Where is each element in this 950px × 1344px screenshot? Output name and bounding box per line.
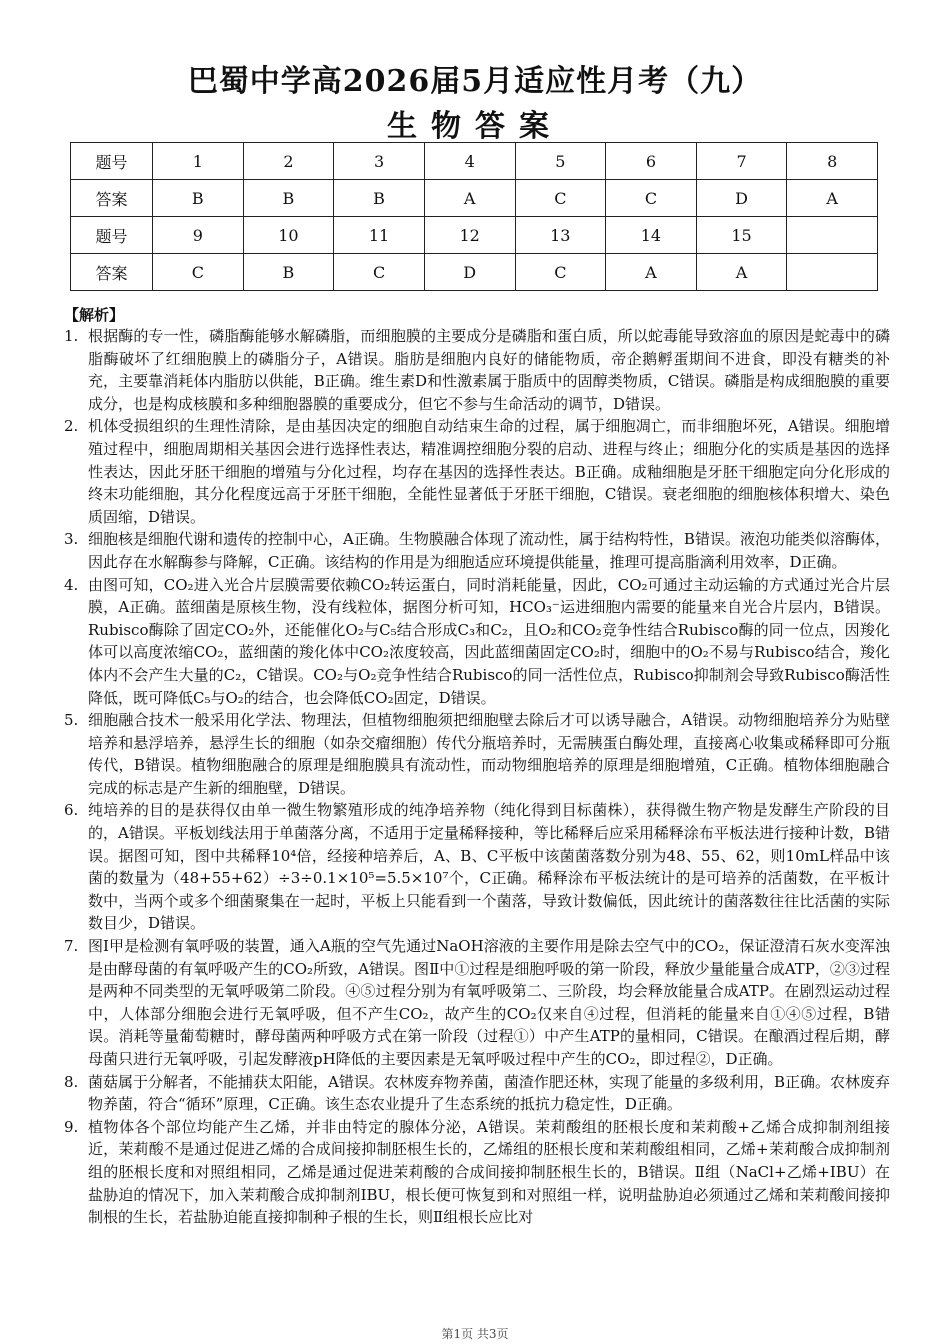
table-cell: B <box>243 180 334 217</box>
table-cell: C <box>606 180 697 217</box>
item-text: 纯培养的目的是获得仅由单一微生物繁殖形成的纯净培养物（纯化得到目标菌株），获得微生物产物是发酵生产阶段的目的，A错误。平板划线法用于单菌落分离，不适用于定量稀释接种，等比稀释后应采用稀释涂布平板法进行接种计数，B错误。据图可知，图中共稀释10⁴倍，经接种培养后，A、B、C平板中该菌菌落数分别为48、55、62，则10mL样品中该菌的数量为（48+55+62）÷3÷0.1×10⁵=5.5×10⁷个，C正确。稀释涂布平板法统计的是可培养的活菌数，在平板计数中，当两个或多个细菌聚集在一起时，平板上只能看到一个菌落，导致计数偏低，因此统计的菌落数往往比活菌的实际数目少，D错误。 <box>88 801 890 933</box>
table-row <box>71 217 878 254</box>
item-number: 8. <box>64 1072 79 1091</box>
table-row <box>71 143 878 180</box>
item-text: 根据酶的专一性，磷脂酶能够水解磷脂，而细胞膜的主要成分是磷脂和蛋白质，所以蛇毒能导致溶血的原因是蛇毒中的磷脂酶破坏了红细胞膜上的磷脂分子，A错误。脂肪是细胞内良好的储能物质，帝企鹅孵蛋期间不进食，即没有糖类的补充，主要靠消耗体内脂肪以供能，B正确。维生素D和性激素属于脂质中的固醇类物质，C错误。磷脂是构成细胞膜的重要成分，也是构成核膜和多种细胞器膜的重要成分，但它不参与生命活动的调节，D错误。 <box>88 327 890 413</box>
item-number: 2. <box>64 417 79 436</box>
table-cell <box>787 217 878 254</box>
analysis-heading: 【解析】 <box>64 306 125 324</box>
table-cell: 12 <box>424 217 515 254</box>
row-label: 题号 <box>71 217 153 254</box>
table-cell: B <box>153 180 244 217</box>
table-cell: 15 <box>696 217 787 254</box>
item-number: 3. <box>64 530 79 549</box>
item-number: 9. <box>64 1117 79 1136</box>
list-item <box>64 935 890 1071</box>
table-cell: D <box>424 254 515 291</box>
table-cell: C <box>334 254 425 291</box>
page-subtitle: 生物答案 <box>387 109 563 144</box>
item-text: 机体受损组织的生理性清除，是由基因决定的细胞自动结束生命的过程，属于细胞凋亡，而非细胞坏死，A错误。细胞增殖过程中，细胞周期相关基因会进行选择性表达，精准调控细胞分裂的启动、进程与终止；细胞分化的实质是基因的选择性表达，因此牙胚干细胞的增殖与分化过程，均存在基因的选择性表达。B正确。成釉细胞是牙胚干细胞定向分化形成的终末功能细胞，其分化程度远高于牙胚干细胞，全能性显著低于牙胚干细胞，C错误。衰老细胞的细胞核体积增大、染色质固缩，D错误。 <box>88 417 890 526</box>
item-number: 5. <box>64 711 79 730</box>
item-text: 由图可知，CO₂进入光合片层膜需要依赖CO₂转运蛋白，同时消耗能量，因此，CO₂可通过主动运输的方式通过光合片层膜，A正确。蓝细菌是原核生物，没有线粒体，据图分析可知，HCO₃⁻运进细胞内需要的能量来自光合片层内，B错误。Rubisco酶除了固定CO₂外，还能催化O₂与C₅结合形成C₃和C₂，且O₂和CO₂竞争性结合Rubisco酶的同一位点，因羧化体可以高度浓缩CO₂，蓝细菌的羧化体中CO₂浓度较高，因此蓝细菌固定CO₂时，细胞中的O₂不易与Rubisco结合，羧化体内不会产生大量的C₂，C错误。CO₂与O₂竞争性结合Rubisco的同一活性位点，Rubisco抑制剂会导致Rubisco酶活性降低，既可降低C₅与O₂的结合，也会降低CO₂固定，D错误。 <box>88 575 890 707</box>
item-text: 细胞融合技术一般采用化学法、物理法，但植物细胞须把细胞壁去除后才可以诱导融合，A错误。动物细胞培养分为贴壁培养和悬浮培养，悬浮生长的细胞（如杂交瘤细胞）传代分瓶培养时，无需胰蛋白酶处理，直接离心收集或稀释即可分瓶传代，B错误。植物细胞融合的原理是细胞膜具有流动性，而动物细胞培养的原理是细胞增殖，C正确。植物体细胞融合完成的标志是产生新的细胞壁，D错误。 <box>88 711 890 797</box>
table-cell: 8 <box>787 143 878 180</box>
table-row <box>71 180 878 217</box>
row-label: 答案 <box>71 180 153 217</box>
item-text: 图Ⅰ甲是检测有氧呼吸的装置，通入A瓶的空气先通过NaOH溶液的主要作用是除去空气中的CO₂，保证澄清石灰水变浑浊是由酵母菌的有氧呼吸产生的CO₂所致，A错误。图Ⅱ中①过程是细胞呼吸的第一阶段，释放少量能量合成ATP，②③过程是两种不同类型的无氧呼吸第二阶段。④⑤过程分别为有氧呼吸第二、三阶段，均会释放能量合成ATP。在剧烈运动过程中，人体部分细胞会进行无氧呼吸，但不产生CO₂，故产生的CO₂仅来自④过程，但消耗的能量来自①④⑤过程，B错误。消耗等量葡萄糖时，酵母菌两种呼吸方式在第一阶段（过程①）中产生ATP的量相同，C错误。在酿酒过程后期，酵母菌只进行无氧呼吸，引起发酵液pH降低的主要因素是无氧呼吸过程中产生的CO₂，即过程②，D正确。 <box>88 937 890 1068</box>
item-text: 菌菇属于分解者，不能捕获太阳能，A错误。农林废弃物养菌，菌渣作肥还林，实现了能量的多级利用，B正确。农林废弃物养菌，符合“循环”原理，C正确。该生态农业提升了生态系统的抵抗力稳定性，D正确。 <box>88 1072 890 1114</box>
table-cell: 3 <box>334 143 425 180</box>
table-cell: B <box>243 254 334 291</box>
table-cell: 9 <box>153 217 244 254</box>
table-cell: 6 <box>606 143 697 180</box>
list-item <box>64 574 890 710</box>
table-cell: 1 <box>153 143 244 180</box>
table-cell: 10 <box>243 217 334 254</box>
table-cell: 4 <box>424 143 515 180</box>
list-item <box>64 1071 890 1116</box>
table-cell: 2 <box>243 143 334 180</box>
item-number: 1. <box>64 327 79 345</box>
row-label: 题号 <box>71 143 153 180</box>
item-text: 植物体各个部位均能产生乙烯，并非由特定的腺体分泌，A错误。茉莉酸组的胚根长度和茉莉酸+乙烯合成抑制剂组接近，茉莉酸不是通过促进乙烯的合成间接抑制胚根生长的，乙烯组的胚根长度和茉莉酸组相同，乙烯+茉莉酸合成抑制剂组的胚根长度和对照组相同，乙烯是通过促进茉莉酸的合成间接抑制胚根生长的，B错误。Ⅱ组（NaCl+乙烯+IBU）在盐胁迫的情况下，加入茉莉酸合成抑制剂IBU，根长便可恢复到和对照组一样，说明盐胁迫必须通过乙烯和茉莉酸间接抑制根的生长，若盐胁迫能直接抑制种子根的生长，则Ⅱ组根长应比对 <box>88 1117 890 1227</box>
table-cell: 14 <box>606 217 697 254</box>
table-cell: 11 <box>334 217 425 254</box>
table-cell: C <box>153 254 244 291</box>
table-cell: 5 <box>515 143 606 180</box>
row-label: 答案 <box>71 254 153 291</box>
table-cell: A <box>606 254 697 291</box>
table-cell: A <box>696 254 787 291</box>
table-cell: A <box>424 180 515 217</box>
table-cell <box>787 254 878 291</box>
list-item <box>64 709 890 799</box>
table-cell: C <box>515 254 606 291</box>
analysis-list <box>64 325 890 1229</box>
page-footer: 第1页 共3页 <box>441 1327 509 1341</box>
table-cell: 7 <box>696 143 787 180</box>
table-cell: 13 <box>515 217 606 254</box>
list-item <box>64 799 890 935</box>
list-item <box>64 1116 890 1229</box>
list-item <box>64 528 890 573</box>
table-row <box>71 254 878 291</box>
item-number: 7. <box>64 937 79 956</box>
item-number: 6. <box>64 801 79 820</box>
list-item <box>64 415 890 528</box>
table-cell: A <box>787 180 878 217</box>
table-cell: D <box>696 180 787 217</box>
answer-table <box>70 142 878 291</box>
item-text: 细胞核是细胞代谢和遗传的控制中心，A正确。生物膜融合体现了流动性，属于结构特性，B错误。液泡功能类似溶酶体，因此存在水解酶参与降解，C正确。该结构的作用是为细胞适应环境提供能量，推理可提高脂滴利用效率，D正确。 <box>88 530 890 571</box>
item-number: 4. <box>64 575 79 594</box>
table-cell: C <box>515 180 606 217</box>
list-item <box>64 325 890 415</box>
table-cell: B <box>334 180 425 217</box>
page-title: 巴蜀中学高2026届5月适应性月考（九） <box>187 64 763 99</box>
